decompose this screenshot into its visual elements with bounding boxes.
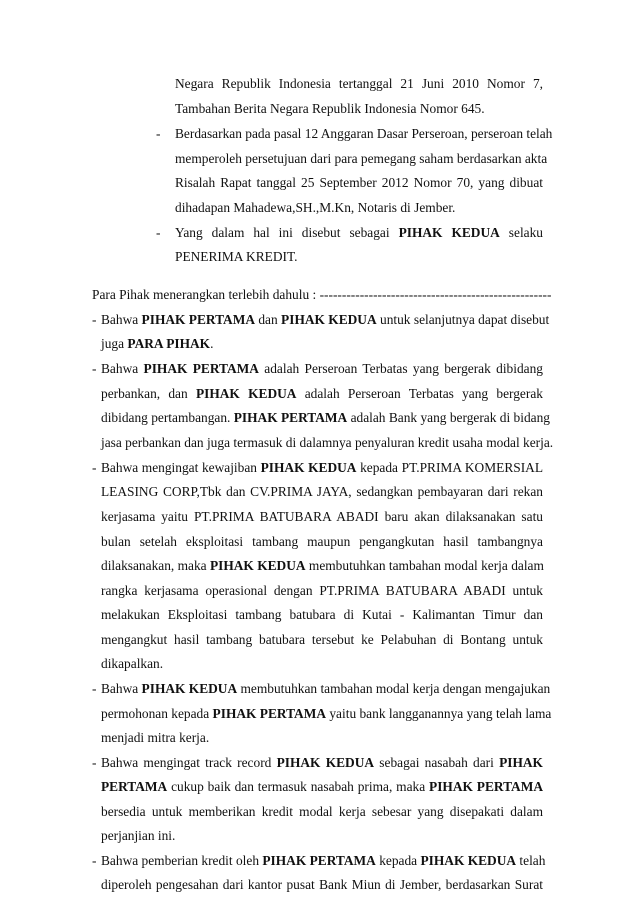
text-line: Bahwa PIHAK KEDUA membutuhkan tambahan modal kerja dengan mengajukan: [101, 681, 551, 696]
text-line: Bahwa PIHAK PERTAMA adalah Perseroan Terbatas yang bergerak dibidang: [101, 361, 543, 376]
text-line: melakukan Eksploitasi tambang batubara di Kutai - Kalimantan Timur dan: [101, 607, 543, 622]
list-marker: -: [156, 225, 161, 240]
list-marker: -: [92, 361, 97, 376]
list-marker: -: [92, 312, 97, 327]
text-line: Bahwa mengingat kewajiban PIHAK KEDUA kepada PT.PRIMA KOMERSIAL: [101, 460, 544, 475]
text-line: LEASING CORP,Tbk dan CV.PRIMA JAYA, sedangkan pembayaran dari rekan: [101, 484, 543, 499]
list-marker: -: [156, 126, 161, 141]
text-line: mengangkut hasil tambang batubara tersebut ke Pelabuhan di Bontang untuk: [101, 632, 543, 647]
text-line: dilaksanakan, maka PIHAK KEDUA membutuhkan tambahan modal kerja dalam: [101, 558, 544, 573]
text-line: Tambahan Berita Negara Republik Indonesia Nomor 645.: [175, 101, 485, 116]
text-line: Bahwa PIHAK PERTAMA dan PIHAK KEDUA untuk selanjutnya dapat disebut: [101, 312, 550, 327]
text-line: PERTAMA cukup baik dan termasuk nasabah prima, maka PIHAK PERTAMA: [101, 779, 544, 794]
text-line: Bahwa pemberian kredit oleh PIHAK PERTAMA kepada PIHAK KEDUA telah: [101, 853, 546, 868]
list-marker: -: [92, 460, 97, 475]
list-marker: -: [92, 853, 97, 868]
text-line: memperoleh persetujuan dari para pemegang saham berdasarkan akta: [175, 151, 548, 166]
text-line: permohonan kepada PIHAK PERTAMA yaitu bank langganannya yang telah lama: [101, 706, 552, 721]
text-line: juga PARA PIHAK.: [101, 336, 214, 351]
text-line: diperoleh pengesahan dari kantor pusat Bank Miun di Jember, berdasarkan Surat: [101, 877, 543, 892]
text-line: bersedia untuk memberikan kredit modal kerja sebesar yang disepakati dalam: [101, 804, 543, 819]
text-line: perjanjian ini.: [101, 828, 176, 843]
text-line: rangka kerjasama operasional dengan PT.PRIMA BATUBARA ABADI untuk: [101, 583, 543, 598]
text-line: dibidang pertambangan. PIHAK PERTAMA adalah Bank yang bergerak di bidang: [101, 410, 550, 425]
text-line: Risalah Rapat tanggal 25 September 2012 Nomor 70, yang dibuat: [175, 175, 543, 190]
text-line: kerjasama yaitu PT.PRIMA BATUBARA ABADI baru akan dilaksanakan satu: [101, 509, 543, 524]
text-line: Yang dalam hal ini disebut sebagai PIHAK KEDUA selaku: [175, 225, 543, 240]
text-line: perbankan, dan PIHAK KEDUA adalah Perseroan Terbatas yang bergerak: [101, 386, 543, 401]
text-line: bulan setelah eksploitasi tambang maupun pengangkutan hasil tambangnya: [101, 534, 543, 549]
text-line: dikapalkan.: [101, 656, 164, 671]
list-marker: -: [92, 681, 97, 696]
text-line: Negara Republik Indonesia tertanggal 21 Juni 2010 Nomor 7,: [175, 76, 543, 91]
text-line: PENERIMA KREDIT.: [175, 249, 298, 264]
text-line: Berdasarkan pada pasal 12 Anggaran Dasar Perseroan, perseroan telah: [175, 126, 553, 141]
text-line: menjadi mitra kerja.: [101, 730, 210, 745]
intro-line: Para Pihak menerangkan terlebih dahulu : ----------------------------------------------------: [92, 287, 552, 302]
text-line: jasa perbankan dan juga termasuk di dalamnya penyaluran kredit usaha modal kerja.: [101, 435, 554, 450]
text-line: dihadapan Mahadewa,SH.,M.Kn, Notaris di Jember.: [175, 200, 456, 215]
list-marker: -: [92, 755, 97, 770]
text-line: Bahwa mengingat track record PIHAK KEDUA sebagai nasabah dari PIHAK: [101, 755, 543, 770]
